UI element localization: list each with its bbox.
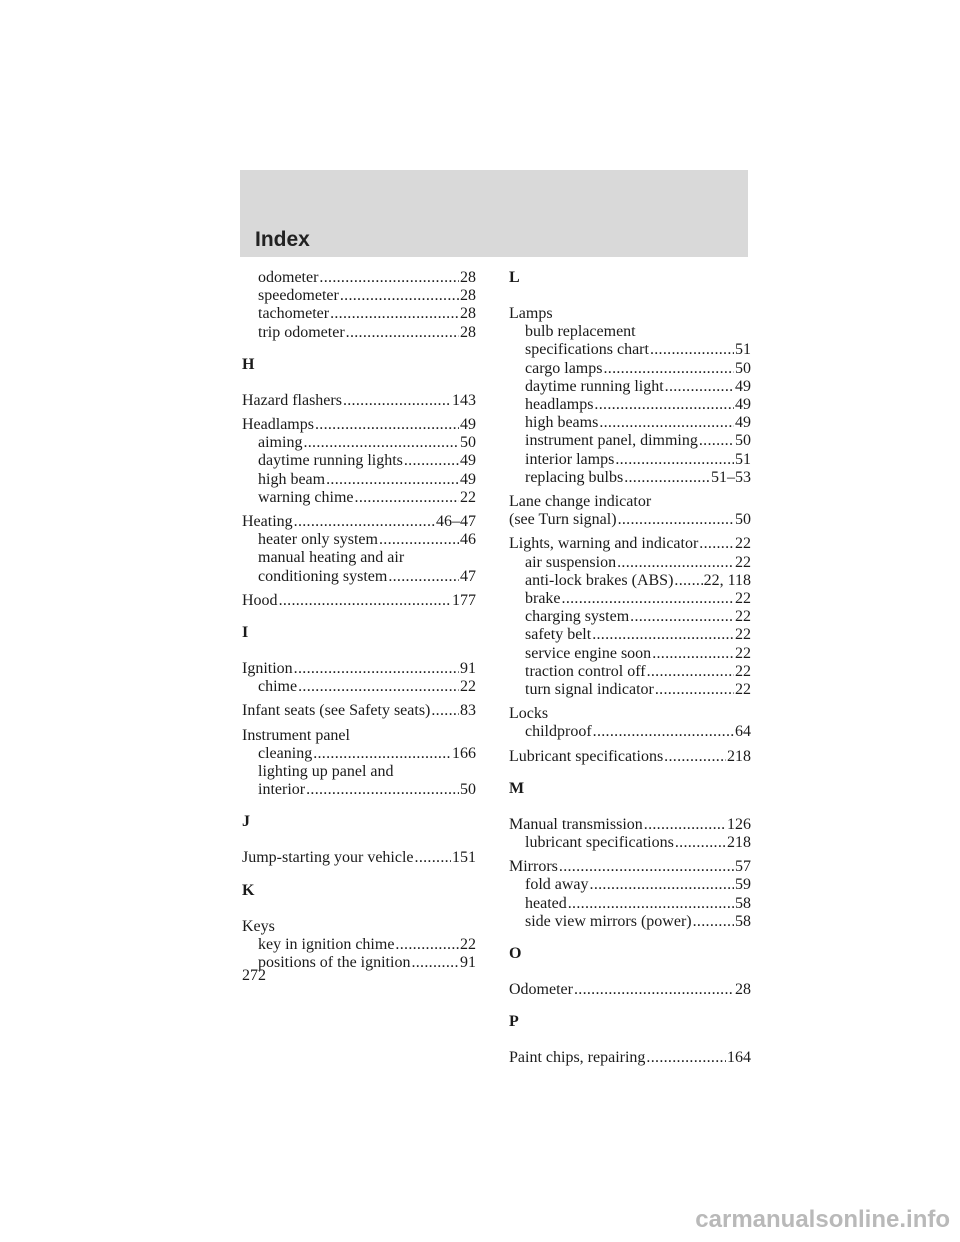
dot-leader	[279, 592, 451, 610]
dot-leader	[674, 572, 702, 590]
dot-leader	[646, 1049, 726, 1067]
entry-text: childproof	[525, 723, 592, 741]
dot-leader	[618, 511, 734, 529]
entry-text: Lane change indicator	[509, 493, 652, 511]
index-entry	[242, 513, 476, 531]
entry-text: traction control off	[525, 662, 646, 680]
entry-text: air suspension	[525, 553, 617, 571]
dot-leader	[699, 535, 734, 553]
entry-page-ref: 126	[727, 815, 751, 833]
entry-text: Manual transmission	[509, 815, 643, 833]
entry-page-ref: 49	[460, 416, 476, 434]
entry-text: Jump-starting your vehicle	[242, 849, 414, 867]
entry-text: daytime running light	[525, 377, 664, 395]
entry-page-ref: 177	[452, 591, 476, 609]
entry-page-ref: 91	[460, 660, 476, 678]
dot-leader	[294, 513, 435, 531]
entry-text: Heating	[242, 513, 293, 531]
index-subentry	[509, 723, 751, 741]
index-subentry	[242, 531, 476, 549]
index-subentry	[242, 568, 476, 586]
index-subentry	[509, 663, 751, 681]
index-entry	[509, 535, 751, 553]
dot-leader	[415, 849, 451, 867]
entry-page-ref: 47	[460, 567, 476, 585]
entry-page-ref: 50	[460, 781, 476, 799]
dot-leader	[395, 936, 459, 954]
entry-text: turn signal indicator	[525, 681, 654, 699]
entry-page-ref: 51	[735, 341, 751, 359]
index-letter-heading: K	[242, 881, 255, 899]
index-subentry	[242, 287, 476, 305]
dot-leader	[315, 416, 459, 434]
entry-page-ref: 51–53	[711, 468, 751, 486]
dot-leader	[574, 981, 734, 999]
dot-leader	[306, 781, 459, 799]
entry-text: specifications chart	[525, 341, 649, 359]
entry-text: Hood	[242, 591, 278, 609]
dot-leader	[594, 396, 734, 414]
entry-page-ref: 64	[735, 723, 751, 741]
entry-page-ref: 58	[735, 912, 751, 930]
entry-text: chime	[258, 678, 298, 696]
entry-page-ref: 22	[735, 626, 751, 644]
index-column-left	[242, 269, 476, 972]
dot-leader	[693, 913, 734, 931]
entry-text: high beams	[525, 414, 599, 432]
entry-text: Lights, warning and indicator	[509, 535, 699, 553]
dot-leader	[559, 858, 734, 876]
entry-page-ref: 22	[460, 935, 476, 953]
index-subentry	[509, 469, 751, 487]
index-letter-heading: O	[509, 945, 522, 963]
entry-text: instrument panel, dimming	[525, 432, 698, 450]
entry-page-ref: 49	[735, 414, 751, 432]
dot-leader	[319, 269, 459, 287]
entry-page-ref: 59	[735, 876, 751, 894]
entry-text: interior	[258, 781, 306, 799]
index-entry	[509, 858, 751, 876]
entry-page-ref: 164	[727, 1049, 751, 1067]
entry-page-ref: 143	[452, 391, 476, 409]
index-entry	[242, 416, 476, 434]
entry-page-ref: 51	[735, 450, 751, 468]
index-letter-heading: L	[509, 269, 520, 286]
index-subentry	[242, 763, 476, 781]
index-entry	[242, 849, 476, 867]
index-subentry	[509, 554, 751, 572]
entry-page-ref: 28	[460, 323, 476, 341]
entry-page-ref: 218	[727, 747, 751, 765]
entry-page-ref: 28	[460, 305, 476, 323]
entry-page-ref: 22	[460, 678, 476, 696]
index-entry	[509, 705, 751, 723]
index-letter-heading: H	[242, 355, 255, 373]
entry-text: Ignition	[242, 660, 293, 678]
index-subentry	[509, 396, 751, 414]
dot-leader	[568, 895, 734, 913]
index-entry	[509, 816, 751, 834]
entry-text: anti-lock brakes (ABS)	[525, 571, 674, 589]
entry-text: Keys	[242, 917, 275, 935]
index-column-right	[509, 269, 751, 1068]
entry-page-ref: 166	[452, 744, 476, 762]
index-subentry	[509, 681, 751, 699]
dot-leader	[665, 378, 734, 396]
dot-leader	[675, 834, 726, 852]
entry-text: Headlamps	[242, 416, 314, 434]
index-entry	[242, 592, 476, 610]
entry-text: Hazard flashers	[242, 391, 342, 409]
entry-page-ref: 22, 118	[703, 571, 751, 589]
entry-text: lubricant specifications	[525, 834, 674, 852]
entry-page-ref: 22	[735, 662, 751, 680]
index-entry	[509, 981, 751, 999]
entry-page-ref: 22	[460, 488, 476, 506]
entry-text: aiming	[258, 434, 303, 452]
entry-page-ref: 151	[452, 849, 476, 867]
entry-text: lighting up panel and	[258, 763, 394, 781]
entry-text: trip odometer	[258, 323, 345, 341]
entry-text: charging system	[525, 608, 630, 626]
index-entry	[509, 511, 751, 529]
dot-leader	[615, 451, 734, 469]
index-letter-heading: P	[509, 1013, 519, 1031]
index-subentry	[509, 378, 751, 396]
index-letter-heading: J	[242, 813, 250, 831]
dot-leader	[590, 876, 734, 894]
entry-text: replacing bulbs	[525, 468, 624, 486]
entry-page-ref: 22	[735, 535, 751, 553]
entry-page-ref: 28	[735, 981, 751, 999]
dot-leader	[624, 469, 710, 487]
index-subentry	[242, 269, 476, 287]
index-entry	[509, 748, 751, 766]
entry-text: cleaning	[258, 744, 313, 762]
section-header-band	[240, 170, 748, 257]
index-entry	[242, 918, 476, 936]
watermark: carmanualsonline.info	[695, 1206, 950, 1233]
dot-leader	[340, 287, 459, 305]
index-letter-heading: M	[509, 779, 525, 797]
entry-text: conditioning system	[258, 567, 388, 585]
index-entry	[242, 702, 476, 720]
dot-leader	[647, 663, 734, 681]
dot-leader	[630, 608, 734, 626]
dot-leader	[404, 452, 459, 470]
dot-leader	[617, 554, 734, 572]
entry-page-ref: 83	[460, 702, 476, 720]
entry-page-ref: 22	[735, 644, 751, 662]
dot-leader	[411, 954, 459, 972]
entry-text: fold away	[525, 876, 589, 894]
entry-page-ref: 50	[735, 511, 751, 529]
dot-leader	[355, 489, 459, 507]
index-subentry	[509, 341, 751, 359]
entry-text: Locks	[509, 705, 549, 723]
index-subentry	[509, 645, 751, 663]
entry-text: Paint chips, repairing	[509, 1049, 646, 1067]
entry-text: tachometer	[258, 305, 330, 323]
entry-page-ref: 22	[735, 553, 751, 571]
index-subentry	[509, 913, 751, 931]
index-entry	[509, 493, 751, 511]
index-entry	[242, 392, 476, 410]
entry-text: daytime running lights	[258, 452, 403, 470]
entry-text: positions of the ignition	[258, 954, 411, 972]
index-subentry	[509, 323, 751, 341]
entry-page-ref: 22	[735, 681, 751, 699]
entry-text: bulb replacement	[525, 323, 636, 341]
entry-text: service engine soon	[525, 644, 652, 662]
index-subentry	[242, 489, 476, 507]
index-letter-heading: I	[242, 624, 249, 642]
entry-text: Infant seats (see Safety seats)	[242, 702, 431, 720]
entry-page-ref: 28	[460, 269, 476, 286]
entry-page-ref: 22	[735, 590, 751, 608]
dot-leader	[562, 590, 734, 608]
index-subentry	[509, 451, 751, 469]
dot-leader	[699, 432, 734, 450]
entry-text: manual heating and air	[258, 549, 405, 567]
entry-text: warning chime	[258, 488, 354, 506]
dot-leader	[313, 745, 451, 763]
index-entry	[509, 1049, 751, 1067]
entry-text: heater only system	[258, 531, 378, 549]
entry-text: key in ignition chime	[258, 935, 395, 953]
entry-text: Lubricant specifications	[509, 747, 664, 765]
index-subentry	[242, 954, 476, 972]
index-subentry	[242, 549, 476, 567]
entry-text: odometer	[258, 269, 319, 286]
entry-page-ref: 50	[460, 434, 476, 452]
index-subentry	[242, 781, 476, 799]
entry-page-ref: 28	[460, 287, 476, 305]
dot-leader	[603, 360, 734, 378]
dot-leader	[650, 341, 734, 359]
index-subentry	[242, 745, 476, 763]
index-subentry	[242, 452, 476, 470]
index-subentry	[509, 432, 751, 450]
index-entry	[242, 660, 476, 678]
dot-leader	[655, 681, 734, 699]
index-subentry	[509, 590, 751, 608]
dot-leader	[593, 723, 734, 741]
index-subentry	[242, 471, 476, 489]
entry-text: Odometer	[509, 981, 573, 999]
index-subentry	[242, 936, 476, 954]
entry-text: cargo lamps	[525, 359, 603, 377]
dot-leader	[664, 748, 726, 766]
dot-leader	[592, 626, 734, 644]
entry-page-ref: 49	[735, 396, 751, 414]
dot-leader	[652, 645, 734, 663]
index-subentry	[242, 305, 476, 323]
entry-page-ref: 57	[735, 858, 751, 876]
entry-page-ref: 22	[735, 608, 751, 626]
entry-page-ref: 58	[735, 894, 751, 912]
dot-leader	[431, 702, 459, 720]
entry-text: heated	[525, 894, 567, 912]
entry-text: Lamps	[509, 305, 553, 322]
entry-text: side view mirrors (power)	[525, 912, 692, 930]
index-subentry	[509, 572, 751, 590]
entry-text: headlamps	[525, 396, 594, 414]
page-number: 272	[242, 967, 266, 984]
index-subentry	[509, 626, 751, 644]
entry-page-ref: 49	[460, 470, 476, 488]
index-subentry	[242, 678, 476, 696]
section-title: Index	[255, 228, 310, 251]
entry-page-ref: 46–47	[436, 513, 476, 531]
index-subentry	[509, 360, 751, 378]
dot-leader	[644, 816, 726, 834]
entry-page-ref: 50	[735, 432, 751, 450]
entry-text: (see Turn signal)	[509, 511, 617, 529]
entry-text: high beam	[258, 470, 326, 488]
dot-leader	[330, 305, 459, 323]
entry-text: brake	[525, 590, 561, 608]
entry-page-ref: 49	[460, 452, 476, 470]
entry-page-ref: 218	[727, 834, 751, 852]
dot-leader	[298, 678, 459, 696]
dot-leader	[388, 568, 459, 586]
entry-text: interior lamps	[525, 450, 615, 468]
dot-leader	[303, 434, 459, 452]
entry-page-ref: 50	[735, 359, 751, 377]
entry-page-ref: 49	[735, 377, 751, 395]
dot-leader	[379, 531, 459, 549]
entry-text: Mirrors	[509, 858, 558, 876]
index-subentry	[242, 324, 476, 342]
entry-text: Instrument panel	[242, 726, 350, 744]
index-subentry	[509, 895, 751, 913]
dot-leader	[343, 392, 451, 410]
dot-leader	[294, 660, 459, 678]
index-subentry	[509, 608, 751, 626]
entry-text: safety belt	[525, 626, 592, 644]
index-entry	[242, 727, 476, 745]
entry-text: speedometer	[258, 287, 339, 305]
dot-leader	[599, 414, 734, 432]
index-subentry	[509, 876, 751, 894]
entry-page-ref: 46	[460, 531, 476, 549]
dot-leader	[346, 324, 459, 342]
index-subentry	[509, 414, 751, 432]
index-entry	[509, 305, 751, 323]
entry-page-ref: 91	[460, 954, 476, 972]
index-subentry	[242, 434, 476, 452]
dot-leader	[326, 471, 459, 489]
index-subentry	[509, 834, 751, 852]
